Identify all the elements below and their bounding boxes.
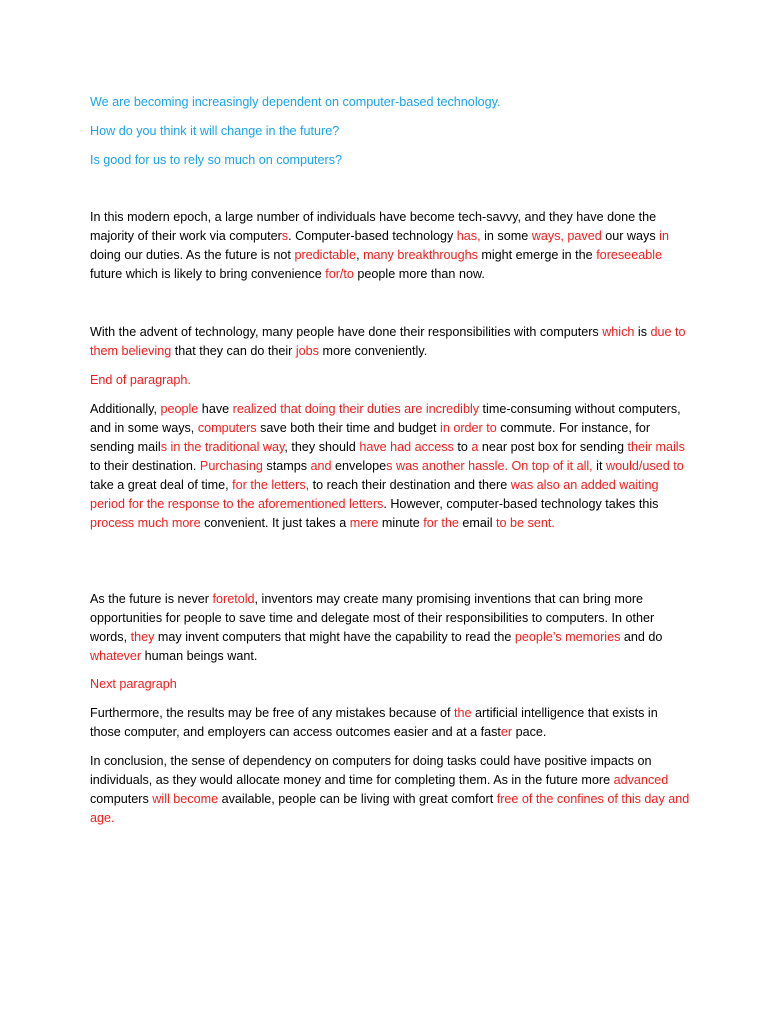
- body-text: our ways: [601, 229, 660, 243]
- correction-text: Next paragraph: [90, 677, 177, 691]
- body-text: With the advent of technology, many people have done their responsibilities with computers: [90, 325, 603, 339]
- paragraph-conclusion: [90, 752, 690, 828]
- correction-text: s in the traditional way: [160, 440, 285, 454]
- body-text: , they should: [284, 440, 360, 454]
- body-text: save both their time and budget: [256, 421, 441, 435]
- body-text: Additionally,: [90, 402, 161, 416]
- correction-text: people: [160, 402, 199, 416]
- body-text: envelope: [331, 459, 387, 473]
- correction-text: their mails: [627, 440, 685, 454]
- body-text: Furthermore, the results may be free of any mistakes because of: [90, 706, 454, 720]
- correction-text: in order to: [440, 421, 497, 435]
- body-text: In conclusion, the sense of dependency on computers for doing tasks could have positive impacts on individuals, as they would allocate money and time for completing them. As in the future more: [90, 754, 652, 787]
- correction-text: s was another hassle. On top of it all,: [386, 459, 593, 473]
- body-text: email: [458, 516, 497, 530]
- correction-text: a: [471, 440, 479, 454]
- body-text: take a great deal of time,: [90, 478, 233, 492]
- correction-text: in: [659, 229, 669, 243]
- body-text: is: [634, 325, 651, 339]
- body-text: . Computer-based technology: [288, 229, 457, 243]
- correction-text: whatever: [90, 649, 142, 663]
- correction-text: people’s memories: [514, 630, 621, 644]
- correction-text: would/used to: [605, 459, 684, 473]
- correction-text: s: [281, 229, 289, 243]
- body-text: pace.: [512, 725, 547, 739]
- body-text: future which is likely to bring convenience: [90, 267, 326, 281]
- body-text: time-consuming without computers, and in some ways,: [90, 402, 681, 435]
- body-text: artificial intelligence that exists in those computer, and employers can access outcomes easier and at a fast: [90, 706, 658, 739]
- body-text: it: [592, 459, 606, 473]
- correction-text: the: [453, 706, 472, 720]
- body-text: commute. For instance, for sending mail: [90, 421, 651, 454]
- body-text: ,: [356, 248, 364, 262]
- body-text: and do: [620, 630, 663, 644]
- paragraph-advent: [90, 323, 690, 361]
- correction-text: for/to: [325, 267, 354, 281]
- correction-text: was also an added waiting period for the response to the aforementioned letters: [90, 478, 659, 511]
- body-text: to reach their destination and there: [309, 478, 511, 492]
- body-text: As the future is never: [90, 592, 213, 606]
- paragraph-additionally: [90, 400, 690, 533]
- prompt-line-2: How do you think it will change in the future?: [90, 124, 340, 138]
- body-text: have: [198, 402, 233, 416]
- correction-text: and: [310, 459, 332, 473]
- body-text: doing our duties. As the future is not: [90, 248, 295, 262]
- body-text: , inventors may create many promising inventions that can bring more opportunities for people to save time and delegate most of their responsibilities to computers. In other words,: [90, 592, 655, 644]
- correction-text: jobs: [295, 344, 319, 358]
- correction-text: due to them believing: [90, 325, 686, 358]
- correction-text: Purchasing: [199, 459, 263, 473]
- body-text: to their destination.: [90, 459, 200, 473]
- correction-text: predictable: [294, 248, 357, 262]
- correction-text: many breakthroughs: [363, 248, 478, 262]
- body-text: available, people can be living with great comfort: [218, 792, 497, 806]
- correction-text: they: [130, 630, 155, 644]
- body-text: convenient. It just takes a: [200, 516, 350, 530]
- prompt-line-3: Is good for us to rely so much on computers?: [90, 153, 342, 167]
- correction-text: er: [500, 725, 513, 739]
- correction-text: foreseeable: [596, 248, 663, 262]
- body-text: more conveniently.: [318, 344, 428, 358]
- paragraph-introduction: [90, 208, 690, 284]
- correction-text: computers: [197, 421, 257, 435]
- correction-text: to be sent.: [496, 516, 555, 530]
- body-text: computers: [90, 792, 153, 806]
- body-text: minute: [378, 516, 424, 530]
- body-text: stamps: [262, 459, 311, 473]
- prompt-line-1: We are becoming increasingly dependent on computer-based technology.: [90, 95, 501, 109]
- body-text: . However, computer-based technology takes this: [383, 497, 659, 511]
- correction-text: process much more: [90, 516, 201, 530]
- body-text: may invent computers that might have the capability to read the: [154, 630, 515, 644]
- editor-note-next-paragraph: [90, 675, 690, 694]
- body-text: might emerge in the: [477, 248, 597, 262]
- body-text: near post box for sending: [478, 440, 628, 454]
- correction-text: for the letters,: [232, 478, 310, 492]
- body-text: in some: [480, 229, 532, 243]
- correction-text: ways, paved: [531, 229, 602, 243]
- correction-text: mere: [349, 516, 379, 530]
- correction-text: has,: [456, 229, 481, 243]
- correction-text: free of the confines of this day and age.: [90, 792, 690, 825]
- body-text: human beings want.: [141, 649, 258, 663]
- correction-text: End of paragraph.: [90, 373, 191, 387]
- correction-text: have had access: [359, 440, 454, 454]
- correction-text: which: [602, 325, 635, 339]
- paragraph-furthermore: [90, 704, 690, 742]
- editor-note-end-of-paragraph: [90, 371, 690, 390]
- paragraph-future: [90, 590, 690, 666]
- correction-text: realized that doing their duties are incredibly: [232, 402, 480, 416]
- correction-text: foretold: [212, 592, 255, 606]
- body-text: In this modern epoch, a large number of individuals have become tech-savvy, and they have done the majority of their work via computer: [90, 210, 657, 243]
- body-text: to: [453, 440, 472, 454]
- correction-text: will become: [152, 792, 219, 806]
- body-text: that they can do their: [171, 344, 296, 358]
- correction-text: advanced: [613, 773, 669, 787]
- correction-text: for the: [423, 516, 459, 530]
- body-text: people more than now.: [353, 267, 485, 281]
